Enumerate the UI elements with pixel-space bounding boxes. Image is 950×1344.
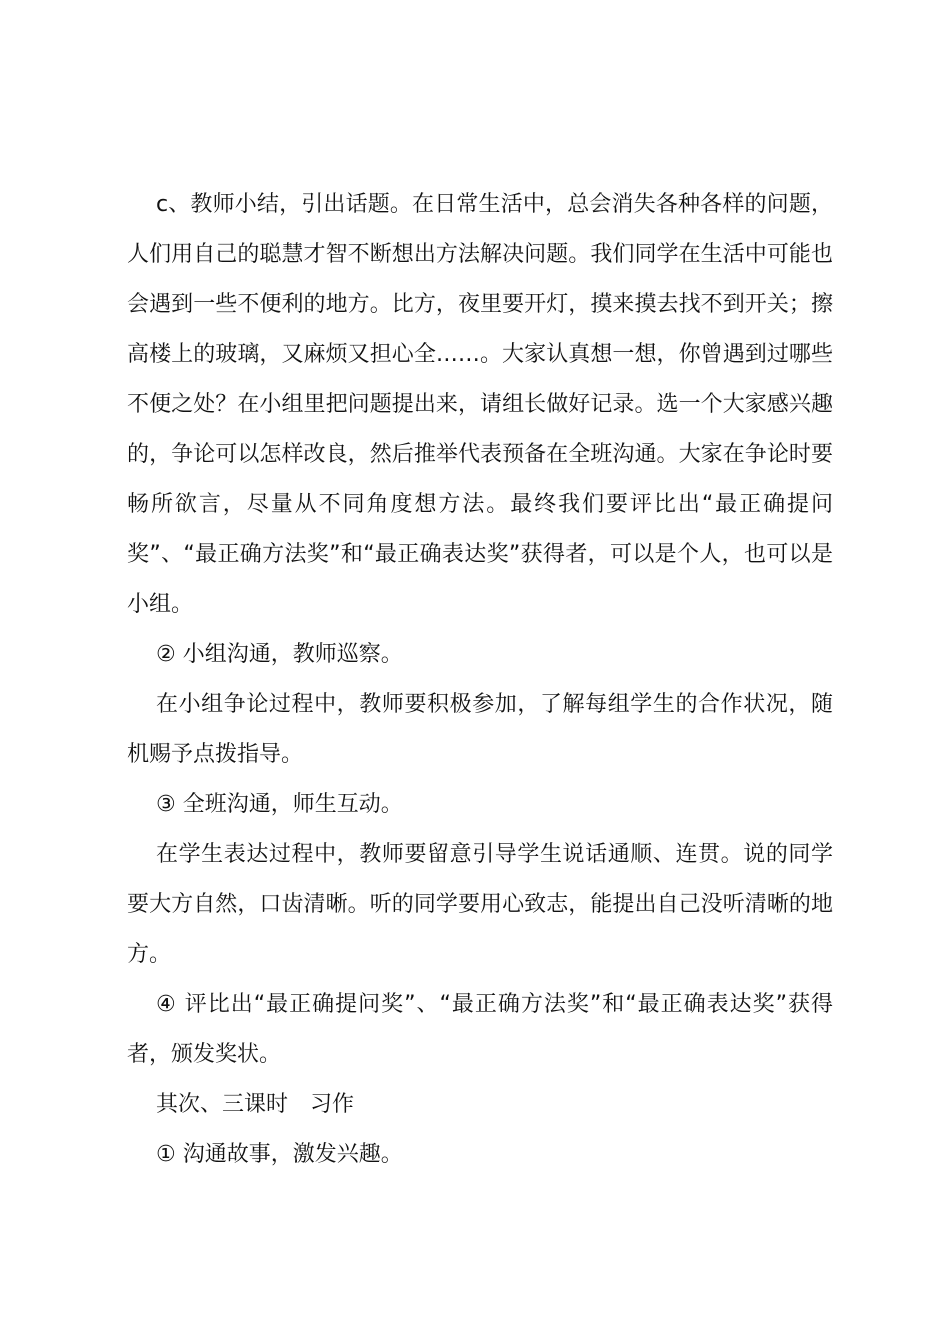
paragraph-step-4: ④ 评比出“最正确提问奖”、“最正确方法奖”和“最正确表达奖”获得者，颁发奖状。 [127, 992, 833, 1067]
paragraph-step-2-heading: ② 小组沟通，教师巡察。 [156, 642, 403, 667]
paragraph-teacher-summary: c、教师小结，引出话题。在日常生活中，总会消失各种各样的问题，人们用自己的聪慧才智不断想出方法解决问题。我们同学在生活中可能也会遇到一些不便利的地方。比方，夜里要开灯，摸来摸去找不到开关；擦高楼上的玻璃，又麻烦又担心全……。大家认真想一想，你曾遇到过哪些不便之处？在小组里把问题提出来，请组长做好记录。选一个大家感兴趣的，争论可以怎样改良，然后推举代表预备在全班沟通。大家在争论时要畅所欲言，尽量从不同角度想方法。最终我们要评比出“最正确提问奖”、“最正确方法奖”和“最正确表达奖”获得者，可以是个人，也可以是小组。 [127, 192, 833, 617]
document-body [127, 180, 833, 1180]
paragraph-lesson-heading: 其次、三课时 习作 [156, 1092, 355, 1117]
paragraph-step-3-heading: ③ 全班沟通，师生互动。 [156, 792, 403, 817]
paragraph-step-3-body: 在学生表达过程中，教师要留意引导学生说话通顺、连贯。说的同学要大方自然，口齿清晰。听的同学要用心致志，能提出自己没听清晰的地方。 [127, 842, 833, 967]
paragraph-step-2-body: 在小组争论过程中，教师要积极参加，了解每组学生的合作状况，随机赐予点拨指导。 [127, 692, 833, 767]
paragraph-lesson-step-1: ① 沟通故事，激发兴趣。 [156, 1142, 403, 1167]
